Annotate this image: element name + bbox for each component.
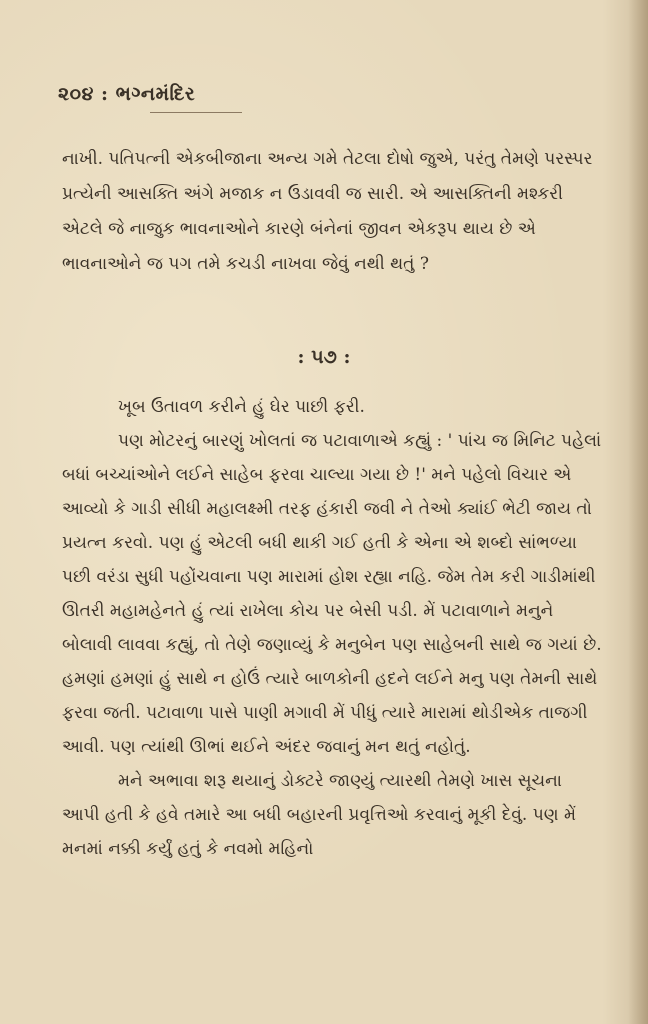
continued-paragraph: નાખી. પતિપત્ની એકબીજાના અન્ય ગમે તેટલા દોષો જુએ, પરંતુ તેમણે પરસ્પર પ્રત્યેની આસક્તિ અંગે મજાક ન ઉડાવવી જ સારી. એ આસક્તિની મશ્કરી એટલે જે નાજુક ભાવનાઓને કારણે બંનેનાં જીવન એકરૂપ થાય છે એ ભાવનાઓને જ પગ તમે કચડી નાખવા જેવું નથી થતું ? bbox=[62, 149, 593, 274]
page-edge-shadow bbox=[628, 0, 648, 1024]
body-paragraph: પણ મોટરનું બારણું ખોલતાં જ પટાવાળાએ કહ્યું : ' પાંચ જ મિનિટ પહેલાં બધાં બચ્ચાંઓને લઈને સાહેબ ફરવા ચાલ્યા ગયા છે !' મને પહેલો વિચાર એ આવ્યો કે ગાડી સીધી મહાલક્ષ્મી તરફ હંકારી જવી ને તેઓ ક્યાંઈ ભેટી જાય તો પ્રયત્ન કરવો. પણ હું એટલી બધી થાકી ગઈ હતી કે એના એ શબ્દો સાંભળ્યા પછી વરંડા સુધી પહોંચવાના પણ મારામાં હોશ રહ્યા નહિ. જેમ તેમ કરી ગાડીમાંથી ઊતરી મહામહેનતે હું ત્યાં રાખેલા કોચ પર બેસી પડી. મેં પટાવાળાને મનુને બોલાવી લાવવા કહ્યું, તો તેણે જણાવ્યું કે મનુબેન પણ સાહેબની સાથે જ ગયાં છે. હમણાં હમણાં હું સાથે ન હોઉં ત્યારે બાળકોની હદને લઈને મનુ પણ તેમની સાથે ફરવા જતી. પટાવાળા પાસે પાણી મગાવી મેં પીધું ત્યારે મારામાં થોડીએક તાજગી આવી. પણ ત્યાંથી ઊભાં થઈને અંદર જવાનું મન થતું નહોતું. bbox=[62, 431, 602, 757]
body-paragraph: ખૂબ ઉતાવળ કરીને હું ઘેર પાછી ફરી. bbox=[118, 397, 365, 417]
body-text bbox=[62, 390, 602, 866]
body-paragraph: મને અભાવા શરૂ થયાનું ડોક્ટરે જાણ્યું ત્યારથી તેમણે ખાસ સૂચના આપી હતી કે હવે તમારે આ બધી બહારની પ્રવૃત્તિઓ કરવાનું મૂકી દેવું. પણ મેં મનમાં નક્કી કર્યું હતું કે નવમો મહિનો bbox=[62, 771, 576, 859]
running-header: ૨૦૪ : ભગ્નમંદિર bbox=[58, 83, 196, 105]
chapter-section-number: : ૫૭ : bbox=[297, 346, 351, 368]
header-underline bbox=[150, 112, 242, 113]
